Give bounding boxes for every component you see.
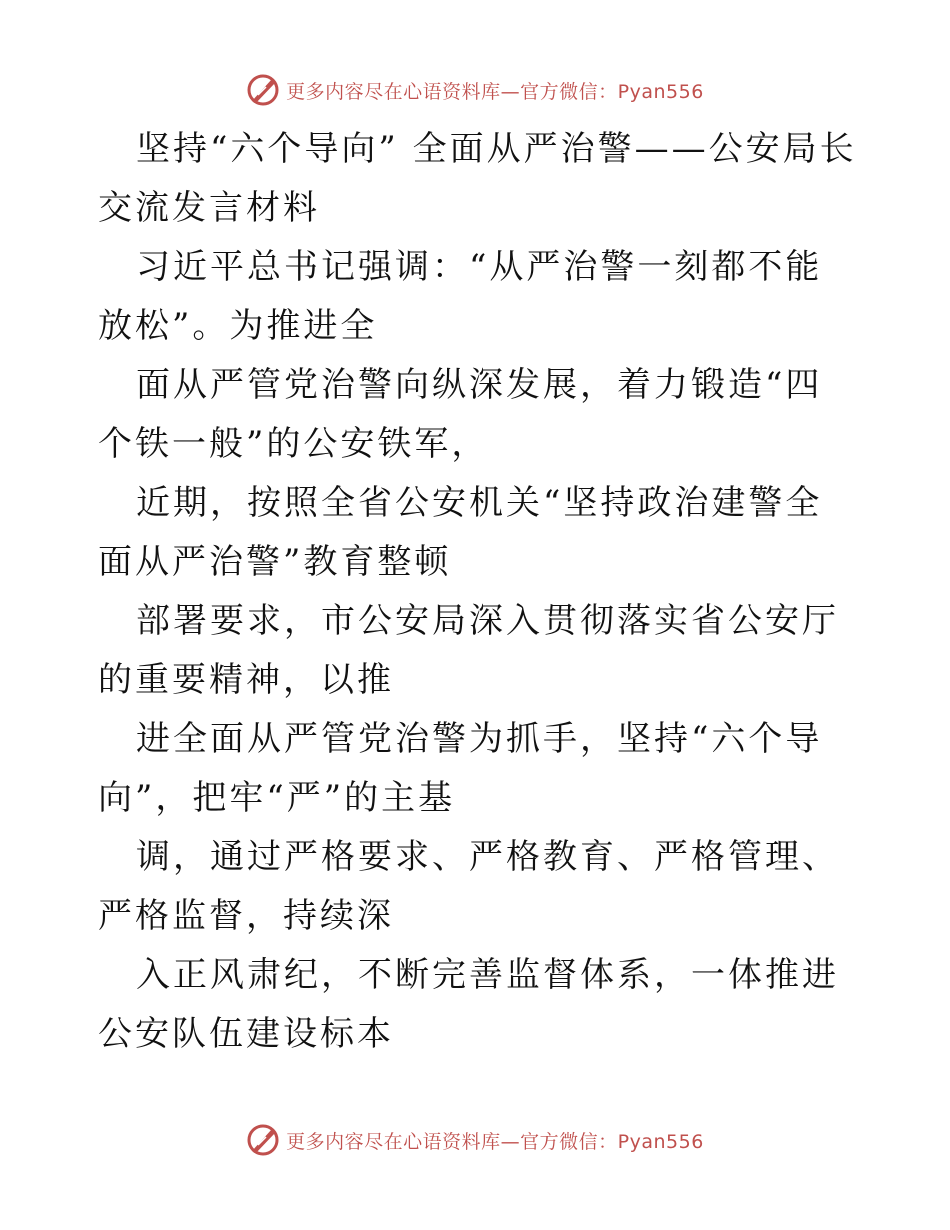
quill-logo-icon <box>246 73 280 107</box>
paragraph: 面从严管党治警向纵深发展，着力锻造“四个铁一般”的公安铁军， <box>98 365 823 464</box>
paragraph: 调，通过严格要求、严格教育、严格管理、严格监督，持续深 <box>98 837 839 936</box>
watermark-header <box>0 70 950 110</box>
watermark-text: 更多内容尽在心语资料库—官方微信：Pyan556 <box>286 80 704 103</box>
paragraph: 部署要求，市公安局深入贯彻落实省公安厅的重要精神，以推 <box>98 601 839 700</box>
paragraph: 入正风肃纪，不断完善监督体系，一体推进公安队伍建设标本 <box>98 955 839 1054</box>
watermark-footer <box>0 1120 950 1160</box>
quill-logo-icon <box>246 1123 280 1157</box>
paragraph: 近期，按照全省公安机关“坚持政治建警全面从严治警”教育整顿 <box>98 483 823 582</box>
paragraph: 习近平总书记强调：“从严治警一刻都不能放松”。为推进全 <box>98 247 823 346</box>
watermark-text: 更多内容尽在心语资料库—官方微信：Pyan556 <box>286 1130 704 1153</box>
document-body <box>98 120 858 1064</box>
paragraph-title: 坚持“六个导向” 全面从严治警——公安局长交流发言材料 <box>98 129 857 228</box>
paragraph: 进全面从严管党治警为抓手，坚持“六个导向”，把牢“严”的主基 <box>98 719 823 818</box>
